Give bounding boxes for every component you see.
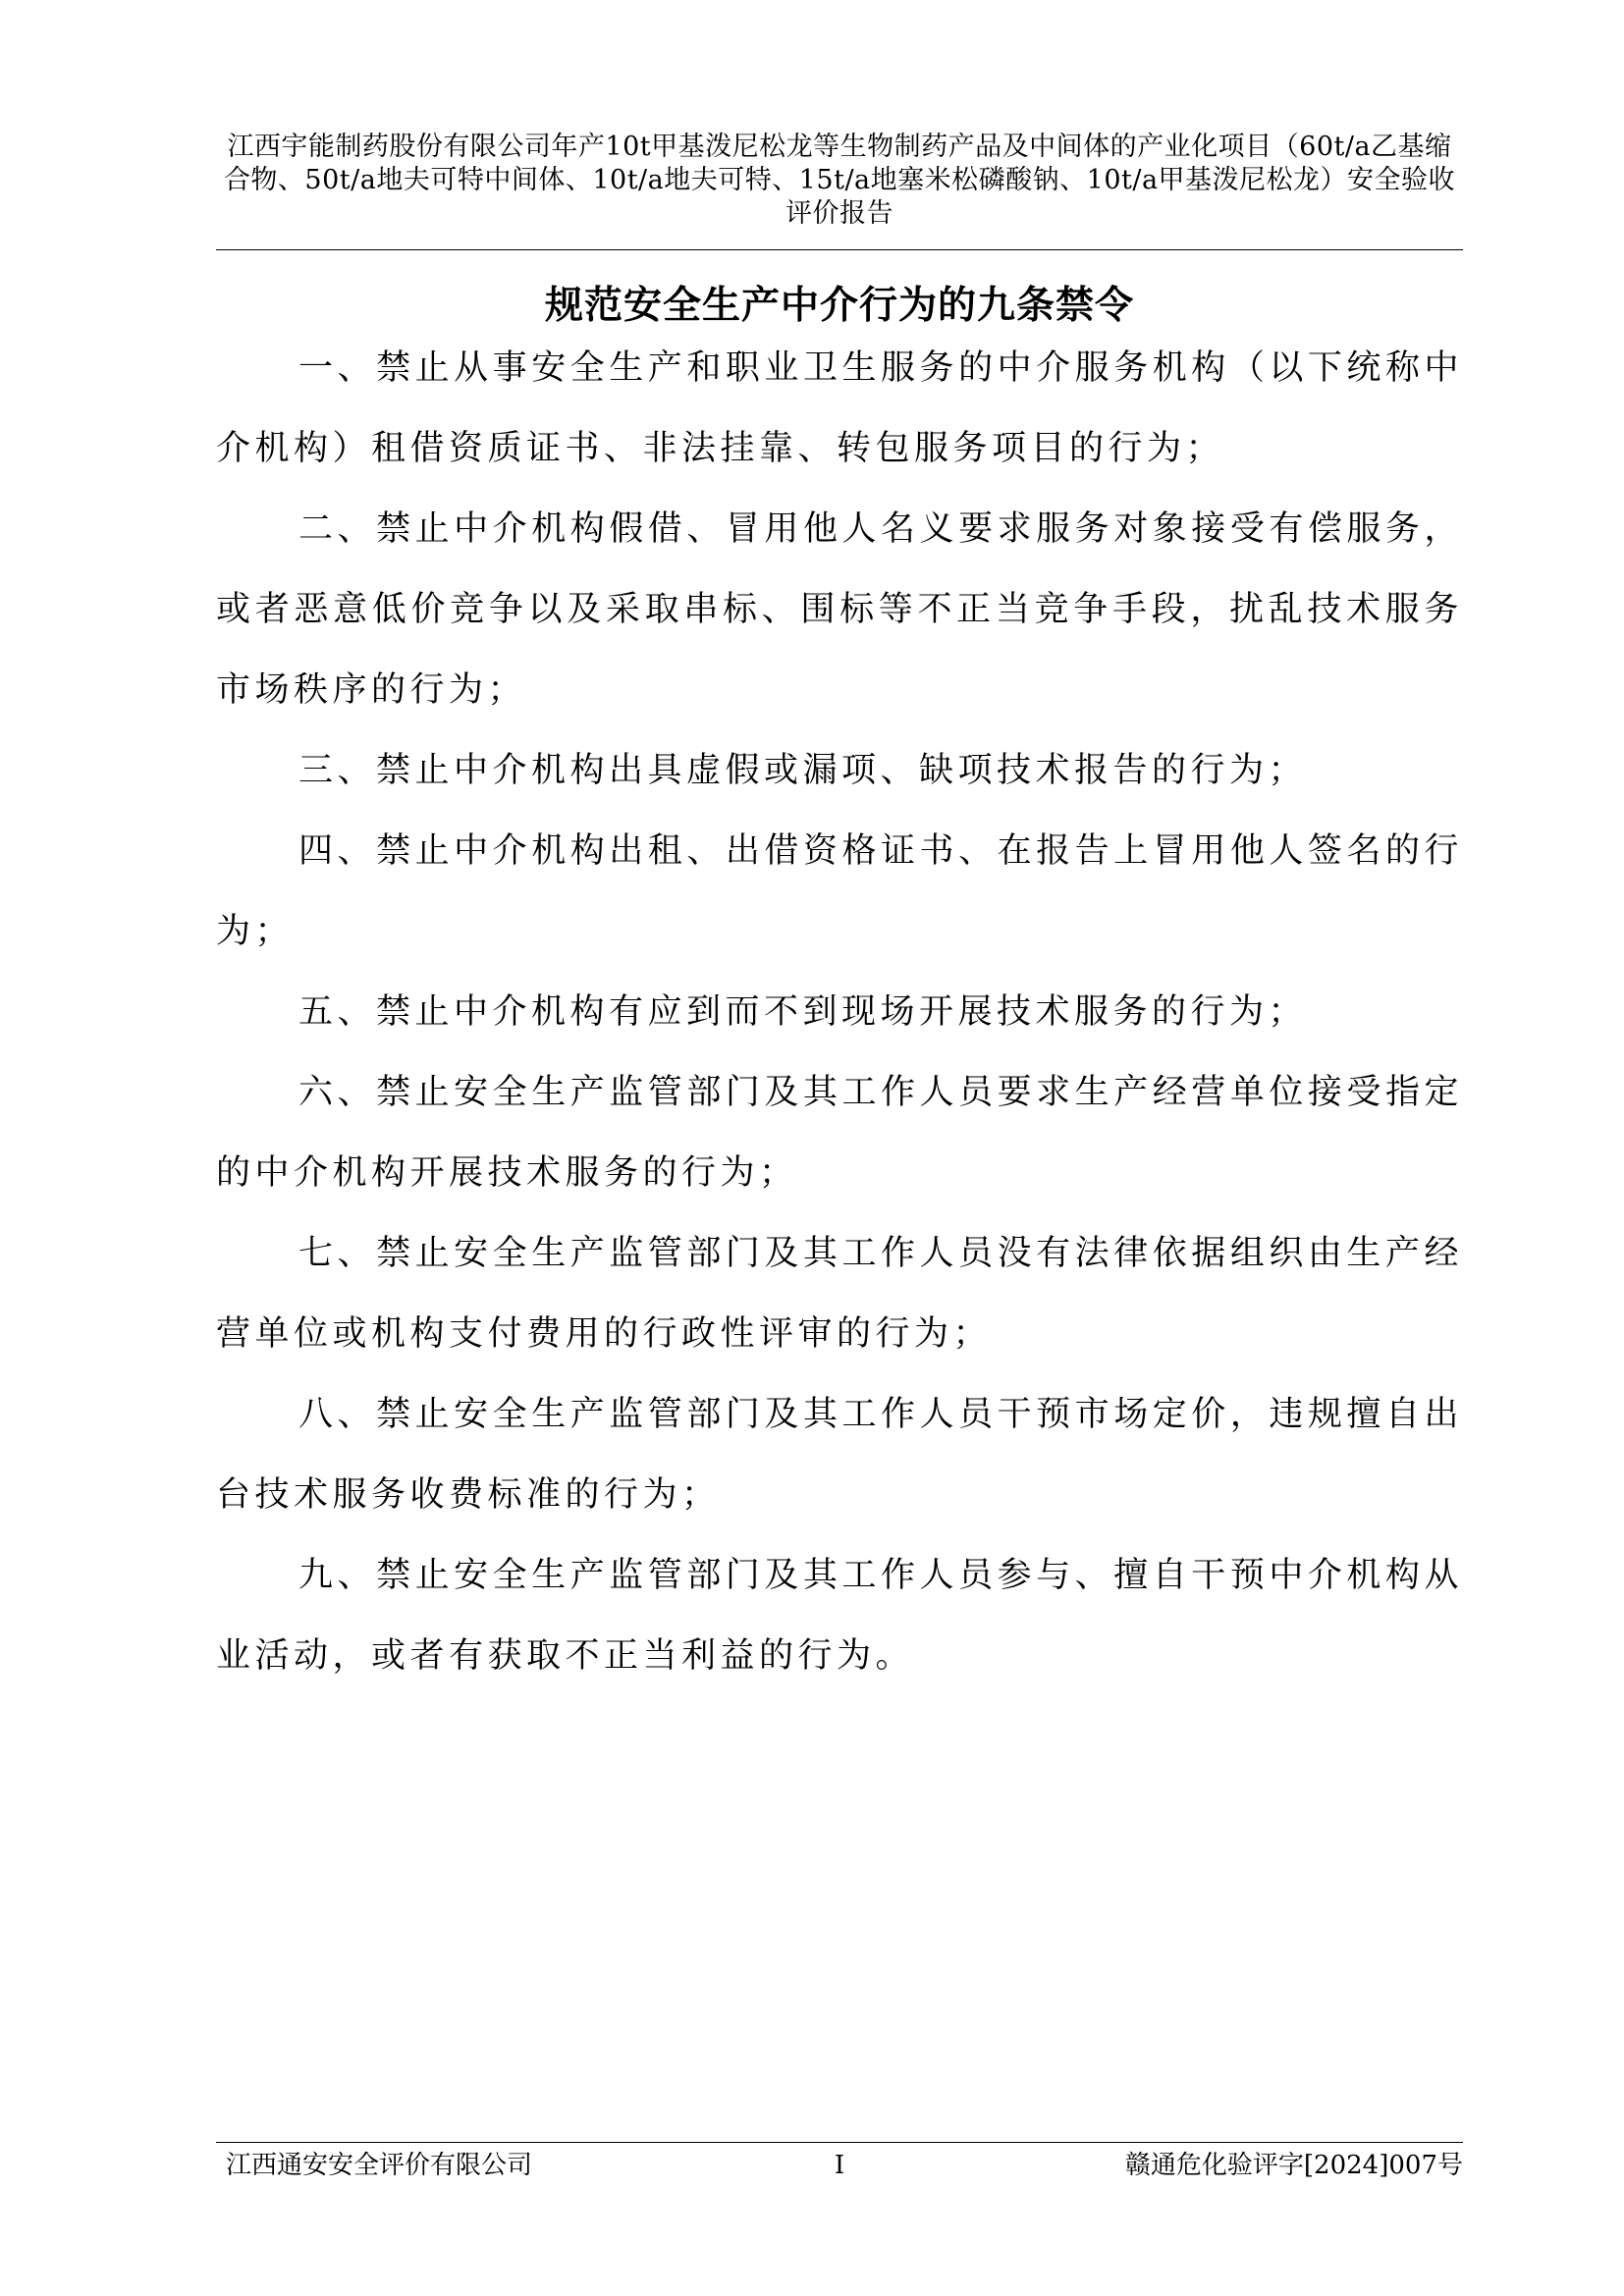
clause-3: 三、禁止中介机构出具虚假或漏项、缺项技术报告的行为； (298, 751, 1308, 790)
clause-9: 九、禁止安全生产监管部门及其工作人员参与、擅自干预中介机构从业活动，或者有获取不正当利益的行为。 (216, 1556, 1463, 1676)
document-heading: 规范安全生产中介行为的九条禁令 (544, 284, 1134, 329)
footer-page-number: I (834, 2151, 845, 2180)
clause-6: 六、禁止安全生产监管部门及其工作人员要求生产经营单位接受指定的中介机构开展技术服务的行为； (216, 1073, 1463, 1193)
footer-divider (216, 2142, 1463, 2143)
clause-7: 七、禁止安全生产监管部门及其工作人员没有法律依据组织由生产经营单位或机构支付费用的行政性评审的行为； (216, 1234, 1463, 1354)
footer-company-name: 江西通安安全评价有限公司 (226, 2151, 533, 2180)
clause-8: 八、禁止安全生产监管部门及其工作人员干预市场定价，违规擅自出台技术服务收费标准的行为； (216, 1395, 1463, 1515)
running-header-title: 江西宇能制药股份有限公司年产10t甲基泼尼松龙等生物制药产品及中间体的产业化项目（60t/a乙基缩合物、50t/a地夫可特中间体、10t/a地夫可特、15t/a地塞米松磷酸钠、10t/a甲基泼尼松龙）安全验收评价报告 (223, 132, 1456, 229)
clause-2: 二、禁止中介机构假借、冒用他人名义要求服务对象接受有偿服务，或者恶意低价竞争以及采取串标、围标等不正当竞争手段，扰乱技术服务市场秩序的行为； (216, 509, 1463, 710)
page-footer (216, 2146, 1463, 2185)
clause-1: 一、禁止从事安全生产和职业卫生服务的中介服务机构（以下统称中介机构）租借资质证书、非法挂靠、转包服务项目的行为； (216, 348, 1463, 468)
clause-5: 五、禁止中介机构有应到而不到现场开展技术服务的行为； (298, 992, 1308, 1032)
footer-document-number: 赣通危化验评字[2024]007号 (1124, 2151, 1463, 2180)
header-divider (216, 249, 1463, 250)
clause-4: 四、禁止中介机构出租、出借资格证书、在报告上冒用他人签名的行为； (216, 831, 1463, 951)
prohibitions-list (216, 328, 1463, 1696)
